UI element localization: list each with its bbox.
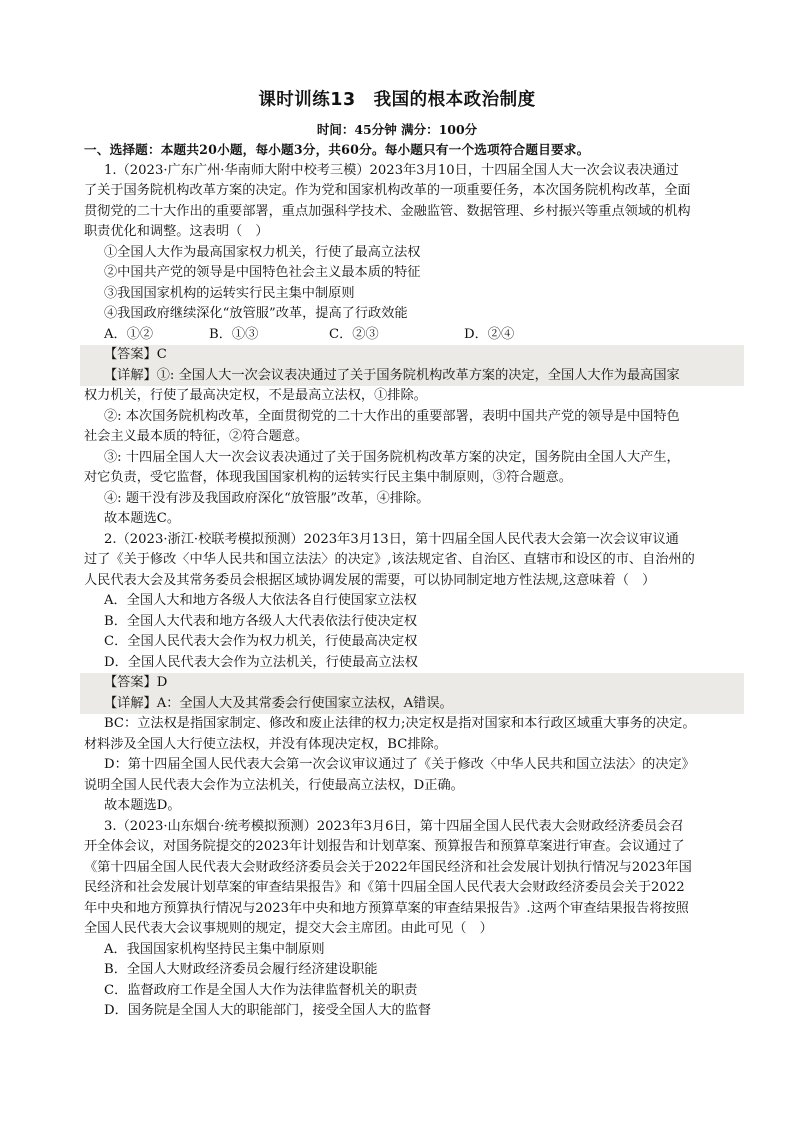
q1-stem-line: 贯彻党的二十大作出的重要部署，重点加强科学技术、金融监管、数据管理、乡村振兴等重点领域的机构	[84, 203, 691, 219]
q2-conclusion: 故本题选D。	[104, 798, 181, 813]
q1-analysis-line: 社会主义最本质的特征，②符合题意。	[84, 429, 309, 444]
q1-item: ①全国人大作为最高国家权力机关，行使了最高立法权	[104, 244, 421, 260]
q1-stem-line: 了关于国务院机构改革方案的决定。作为党和国家机构改革的一项重要任务，本次国务院机构改革，全面	[84, 183, 691, 198]
q1-analysis-line: 权力机关，行使了最高决定权，不是最高立法权，①排除。	[84, 388, 427, 403]
question-1	[84, 161, 724, 530]
q1-conclusion: 故本题选C。	[104, 511, 181, 526]
q3-stem-line: 民经济和社会发展计划草案的审查结果报告》和《第十四届全国人民代表大会财政经济委员会关于2022	[84, 880, 685, 895]
q3-stem-line: 开全体会议，对国务院提交的2023年计划报告和计划草案、预算报告和预算草案进行审查。会议通过了	[84, 839, 685, 854]
q3-stem-line: 3.（2023·山东烟台·统考模拟预测）2023年3月6日，第十四届全国人民代表大会财政经济委员会召	[104, 818, 684, 834]
q3-stem-line: 全国人民代表大会议事规则的规定，提交大会主席团。由此可见（ ）	[84, 921, 493, 936]
q1-analysis-line: ③: 十四届全国人大一次会议表决通过了关于国务院机构改革方案的决定，国务院由全国人大产生，	[104, 449, 680, 465]
worksheet-content	[84, 140, 724, 1022]
q2-analysis-line: D：第十四届全国人民代表大会第一次会议审议通过了《关于修改〈中华人民共和国立法法〉的决定》	[104, 757, 695, 772]
q2-option-a: A．全国人大和地方各级人大依法各自行使国家立法权	[104, 593, 417, 608]
time-score-line: 时间：45分钟 满分：100分	[316, 122, 478, 137]
q1-stem-line: 职责优化和调整。这表明（ ）	[84, 224, 269, 239]
q2-stem-line: 2.（2023·浙江·校联考模拟预测）2023年3月13日，第十四届全国人民代表大会第一次会议审议通	[104, 531, 679, 547]
q2-stem-line: 过了《关于修改〈中华人民共和国立法法〉的决定》,该法规定省、自治区、直辖市和设区的市、自治州的	[84, 552, 695, 567]
q1-item: ③我国国家机构的运转实行民主集中制原则	[104, 285, 355, 301]
q1-option-c: C．②③	[329, 326, 379, 342]
q3-stem-line: 《第十四届全国人民代表大会财政经济委员会关于2022年国民经济和社会发展计划执行情况与2023年国	[84, 859, 692, 875]
q3-option-c: C．监督政府工作是全国人大作为法律监督机关的职责	[104, 982, 418, 998]
q1-analysis-line: 【详解】①: 全国人大一次会议表决通过了关于国务院机构改革方案的决定，全国人大作为最高国家	[80, 366, 744, 387]
q2-stem-line: 人民代表大会及其常务委员会根据区域协调发展的需要，可以协同制定地方性法规,这意味着（ ）	[84, 572, 656, 588]
q3-option-d: D．国务院是全国人大的职能部门，接受全国人大的监督	[104, 1003, 432, 1018]
q2-analysis-line: BC：立法权是指国家制定、修改和废止法律的权力;决定权是指对国家和本行政区域重大事务的决定。	[104, 716, 696, 731]
q1-options	[84, 325, 724, 346]
q1-stem-line: 1.（2023·广东广州·华南师大附中校考三模）2023年3月10日，十四届全国人大一次会议表决通过	[104, 162, 679, 178]
q2-analysis-line: 说明全国人民代表大会作为立法机关，行使最高立法权，D正确。	[84, 777, 464, 793]
q3-stem-line: 年中央和地方预算执行情况与2023年中央和地方预算草案的审查结果报告》.这两个审查结果报告将按照	[84, 900, 689, 916]
q2-analysis-line: 【详解】A：全国人大及其常委会行使国家立法权，A错误。	[80, 694, 744, 715]
section-heading: 一、选择题：本题共20小题，每小题3分，共60分。每小题只有一个选项符合题目要求。	[84, 142, 590, 157]
q2-option-d: D．全国人民代表大会作为立法机关，行使最高立法权	[104, 654, 418, 670]
q1-item: ④我国政府继续深化“放管服”改革，提高了行政效能	[104, 306, 408, 321]
q1-answer: 【答案】C	[80, 345, 744, 366]
q1-item: ②中国共产党的领导是中国特色社会主义最本质的特征	[104, 265, 421, 280]
q2-option-b: B．全国人大代表和地方各级人大代表依法行使决定权	[104, 613, 418, 629]
q2-option-c: C．全国人民代表大会作为权力机关，行使最高决定权	[104, 634, 418, 649]
q1-analysis-line: 对它负责，受它监督，体现我国国家机构的运转实行民主集中制原则，③符合题意。	[84, 470, 572, 485]
q1-option-d: D．②④	[464, 326, 515, 342]
q2-answer: 【答案】D	[80, 673, 744, 694]
page-title: 课时训练13 我国的根本政治制度	[258, 90, 536, 110]
q1-analysis-line: ②: 本次国务院机构改革，全面贯彻党的二十大作出的重要部署，表明中国共产党的领导是中国特色	[104, 408, 680, 424]
q3-option-b: B．全国人大财政经济委员会履行经济建设职能	[104, 962, 378, 977]
q1-option-a: A．①②	[104, 326, 154, 342]
q1-option-b: B．①③	[209, 326, 259, 342]
q1-analysis-line: ④: 题干没有涉及我国政府深化“放管服”改革，④排除。	[104, 490, 430, 506]
question-2	[84, 530, 724, 817]
question-3	[84, 817, 724, 1022]
q3-option-a: A．我国国家机构坚持民主集中制原则	[104, 941, 325, 957]
q2-analysis-line: 材料涉及全国人大行使立法权，并没有体现决定权，BC排除。	[84, 736, 447, 752]
